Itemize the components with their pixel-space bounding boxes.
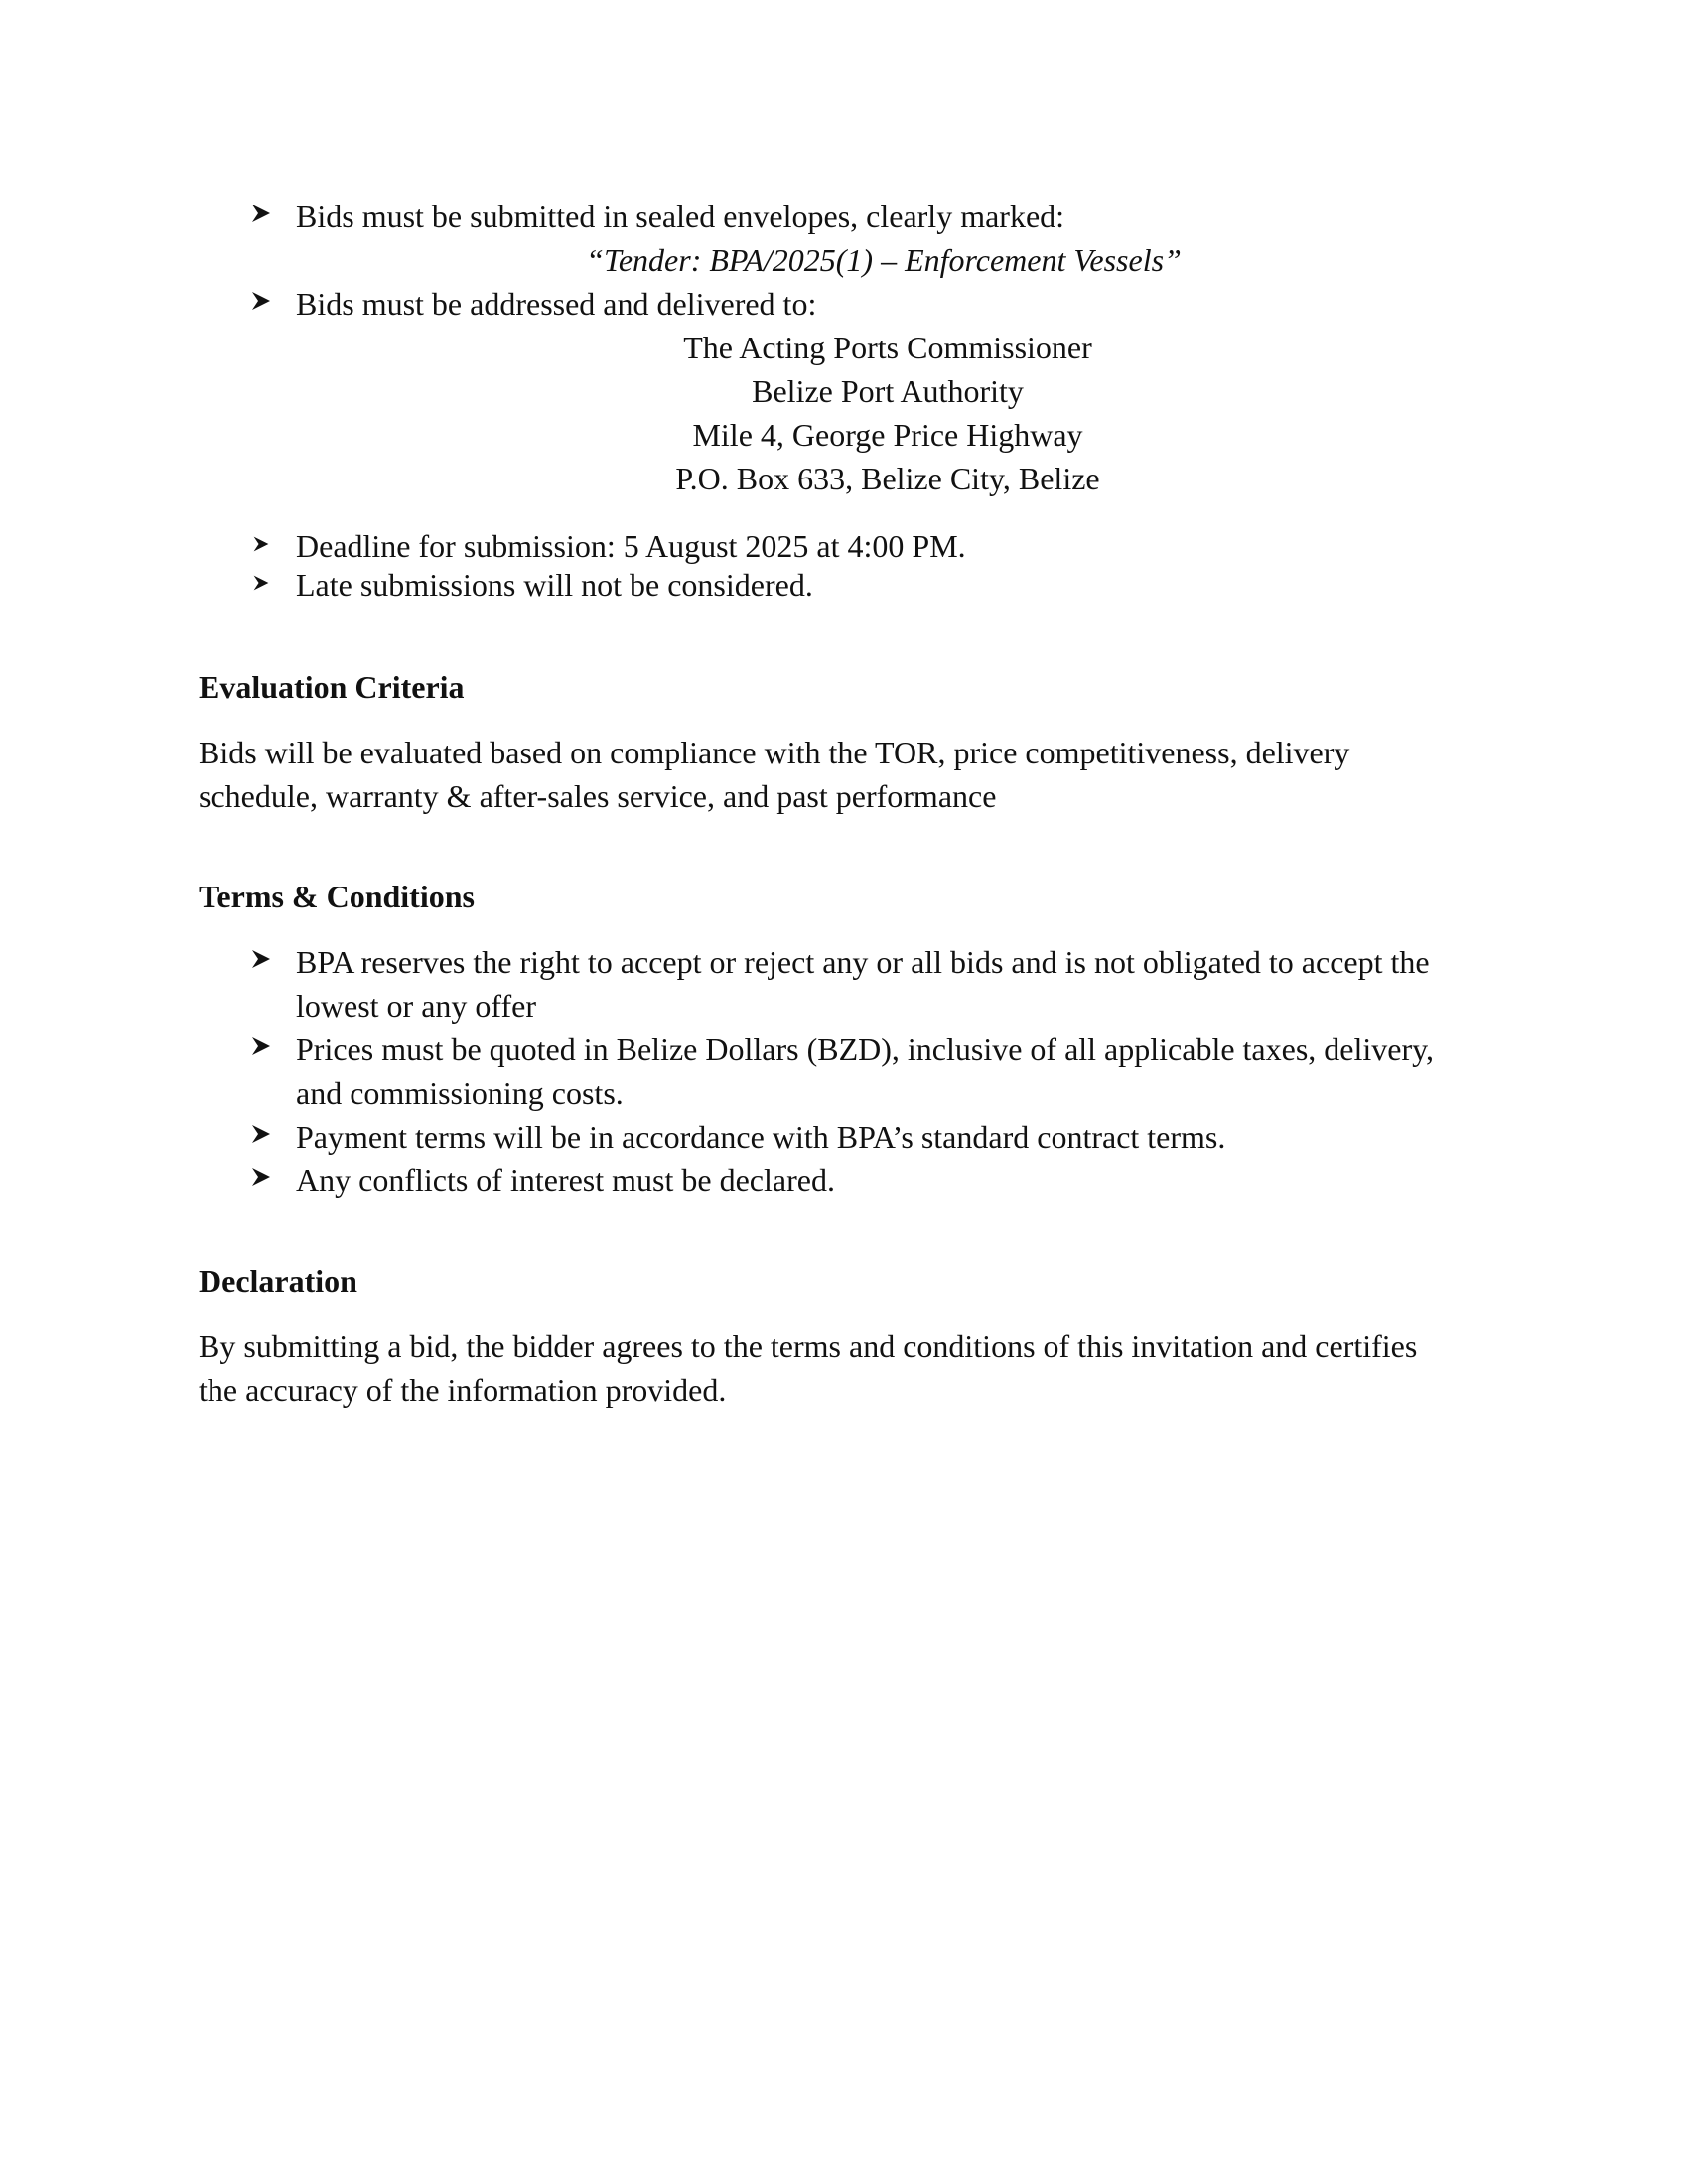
arrowhead-bullet-icon: [250, 948, 272, 970]
arrowhead-bullet-icon: [250, 1123, 272, 1145]
address-line-authority: Belize Port Authority: [752, 373, 1024, 409]
declaration-text-line-2: the accuracy of the information provided.: [199, 1372, 727, 1408]
arrowhead-bullet-icon: [250, 290, 272, 312]
arrowhead-bullet-icon: [250, 1166, 272, 1188]
evaluation-heading: Evaluation Criteria: [199, 669, 465, 705]
terms-item-reserve-line-1: BPA reserves the right to accept or reject any or all bids and is not obligated to accept the: [296, 944, 1430, 980]
terms-item-conflicts: Any conflicts of interest must be declared.: [296, 1162, 835, 1198]
address-line-street: Mile 4, George Price Highway: [692, 417, 1083, 453]
submission-item-address: Bids must be addressed and delivered to:: [296, 286, 817, 322]
address-line-pobox: P.O. Box 633, Belize City, Belize: [675, 461, 1100, 496]
terms-item-prices-line-2: and commissioning costs.: [296, 1075, 624, 1111]
declaration-heading: Declaration: [199, 1263, 357, 1298]
arrowhead-bullet-icon: [250, 203, 272, 224]
arrowhead-bullet-icon: [252, 574, 270, 592]
deadline-item: Deadline for submission: 5 August 2025 at 4:00 PM.: [296, 528, 966, 564]
address-line-commissioner: The Acting Ports Commissioner: [683, 330, 1092, 365]
terms-item-prices-line-1: Prices must be quoted in Belize Dollars (BZD), inclusive of all applicable taxes, delivery,: [296, 1031, 1435, 1067]
terms-item-reserve-line-2: lowest or any offer: [296, 988, 536, 1024]
terms-heading: Terms & Conditions: [199, 879, 475, 914]
terms-item-payment: Payment terms will be in accordance with BPA’s standard contract terms.: [296, 1119, 1226, 1155]
arrowhead-bullet-icon: [250, 1035, 272, 1057]
tender-reference: “Tender: BPA/2025(1) – Enforcement Vessels”: [586, 242, 1182, 278]
evaluation-text-line-2: schedule, warranty & after-sales service, and past performance: [199, 778, 997, 814]
declaration-text-line-1: By submitting a bid, the bidder agrees to the terms and conditions of this invitation and certifies: [199, 1328, 1418, 1364]
evaluation-text-line-1: Bids will be evaluated based on compliance with the TOR, price competitiveness, delivery: [199, 735, 1350, 770]
arrowhead-bullet-icon: [252, 535, 270, 553]
submission-item-sealed: Bids must be submitted in sealed envelopes, clearly marked:: [296, 199, 1065, 234]
late-submission-item: Late submissions will not be considered.: [296, 567, 813, 603]
